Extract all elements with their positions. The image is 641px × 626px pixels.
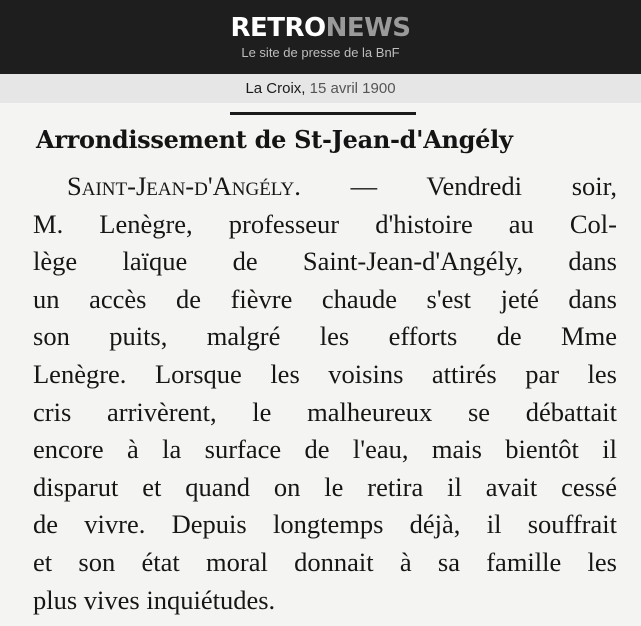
newspaper-name: La Croix, [245,80,306,97]
article-headline: Arrondissement de St-Jean-d'Angély [36,125,513,154]
logo-news-text: NEWS [325,13,411,43]
article-lead-in: Saint-Jean-d'Angély. [67,171,301,201]
article-line: M. Lenègre, professeur d'histoire au Col- [33,208,617,239]
article-line: plus vives inquiétudes. [33,584,276,615]
publication-date: 15 avril 1900 [309,80,396,97]
site-header [0,0,641,74]
article-line: cris arrivèrent, le malheureux se débattait [33,396,617,427]
logo-retro-text: RETRO [230,13,326,43]
article-line: un accès de fièvre chaude s'est jeté dans [33,283,617,314]
article-line: et son état moral donnait à sa famille les [33,546,617,577]
source-bar [0,74,641,103]
article-body [33,168,617,619]
site-tagline: Le site de presse de la BnF [241,45,400,60]
article-line: lège laïque de Saint-Jean-d'Angély, dans [33,246,617,277]
article-line: disparut et quand on le retira il avait cessé [33,471,617,502]
column-divider-rule [230,112,416,115]
article-line: son puits, malgré les efforts de Mme [33,321,617,352]
article-line: de vivre. Depuis longtemps déjà, il souffrait [33,509,617,540]
article-line-text: — Vendredi soir, [350,171,618,201]
article-line: Lenègre. Lorsque les voisins attirés par les [33,358,617,389]
newspaper-scan [0,103,641,626]
retronews-logo[interactable] [0,13,641,43]
article-line [33,168,617,206]
article-line: encore à la surface de l'eau, mais bientôt il [33,434,617,465]
